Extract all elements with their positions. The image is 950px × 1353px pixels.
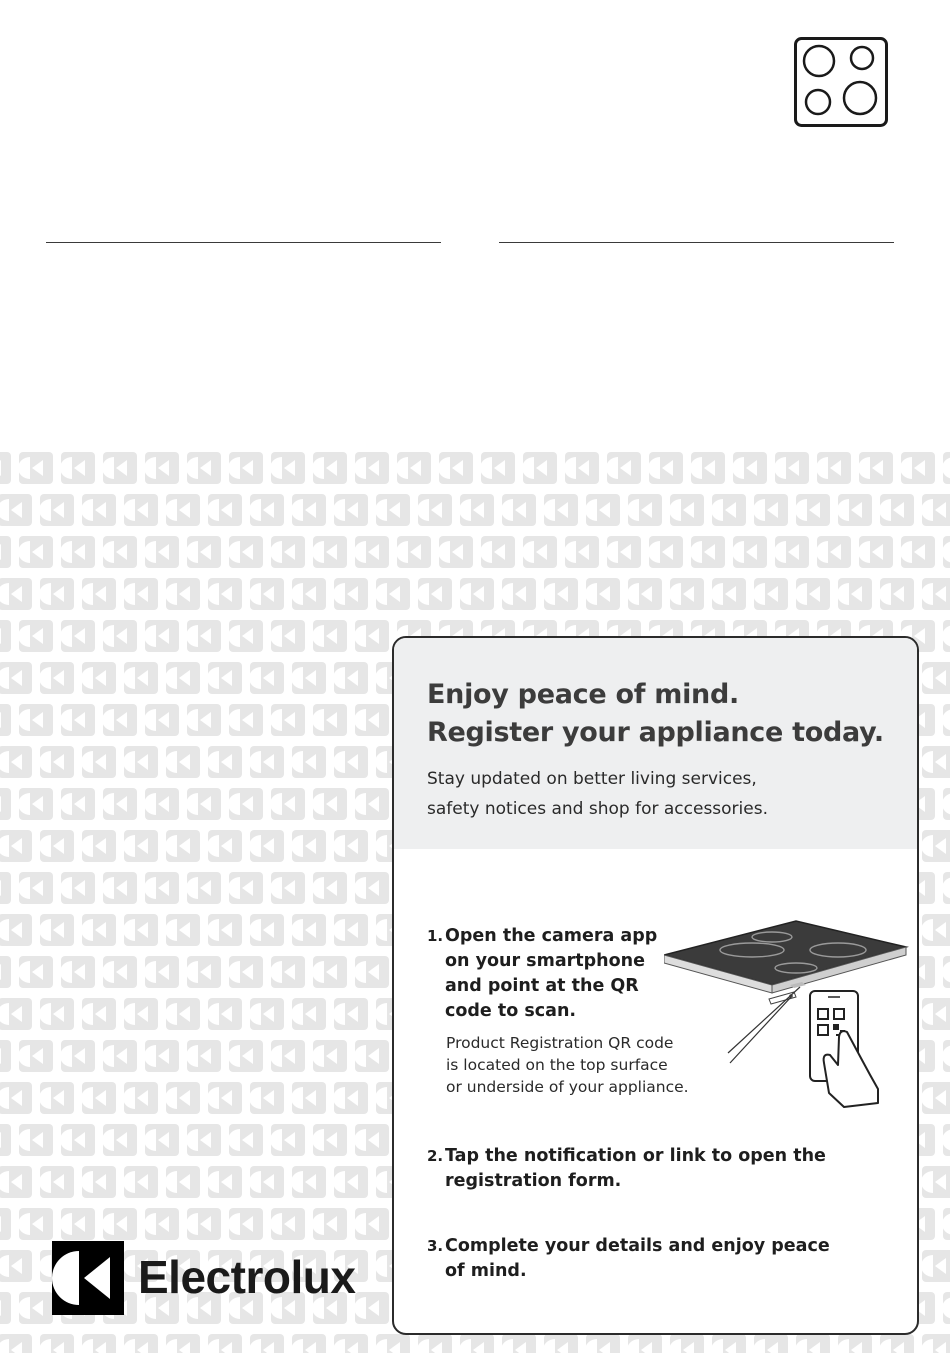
step-3-line: Complete your details and enjoy peace <box>445 1236 830 1256</box>
electrolux-logo-icon <box>52 1241 124 1315</box>
headline-line-1: Enjoy peace of mind. <box>427 679 739 710</box>
step-2-line: Tap the notification or link to open the <box>445 1146 826 1166</box>
divider-line-right <box>499 242 894 243</box>
step-1-line: and point at the QR <box>445 976 639 996</box>
subtext-line-2: safety notices and shop for accessories. <box>427 799 768 819</box>
callout-line <box>728 987 800 1053</box>
step-3-number: 3. <box>427 1237 444 1255</box>
brand-wordmark: Electrolux <box>138 1251 356 1303</box>
registration-card <box>392 636 919 1335</box>
step-3-line: of mind. <box>445 1261 527 1281</box>
hob-illustration <box>664 921 906 1004</box>
step-1 <box>427 924 657 1024</box>
qr-note-line: or underside of your appliance. <box>446 1078 689 1096</box>
step-2-number: 2. <box>427 1147 444 1165</box>
subtext-line-1: Stay updated on better living services, <box>427 769 757 789</box>
qr-location-note <box>446 1032 689 1098</box>
headline-line-2: Register your appliance today. <box>427 717 884 748</box>
step-3 <box>427 1234 830 1284</box>
step-1-line: code to scan. <box>445 1001 577 1021</box>
hob-four-zones-icon <box>794 37 888 127</box>
qr-note-line: Product Registration QR code <box>446 1034 674 1052</box>
phone-scanning-icon <box>810 991 878 1107</box>
registration-subtext <box>427 764 768 824</box>
step-1-number: 1. <box>427 927 444 945</box>
step-2 <box>427 1144 826 1194</box>
callout-line <box>730 997 791 1063</box>
step-2-line: registration form. <box>445 1171 622 1191</box>
registration-headline <box>427 676 884 752</box>
hob-qr-scan-illustration <box>664 913 912 1115</box>
qr-note-line: is located on the top surface <box>446 1056 668 1074</box>
brand-logo <box>52 1241 372 1317</box>
divider-line-left <box>46 242 441 243</box>
step-1-line: on your smartphone <box>445 951 645 971</box>
step-1-line: Open the camera app <box>445 926 658 946</box>
